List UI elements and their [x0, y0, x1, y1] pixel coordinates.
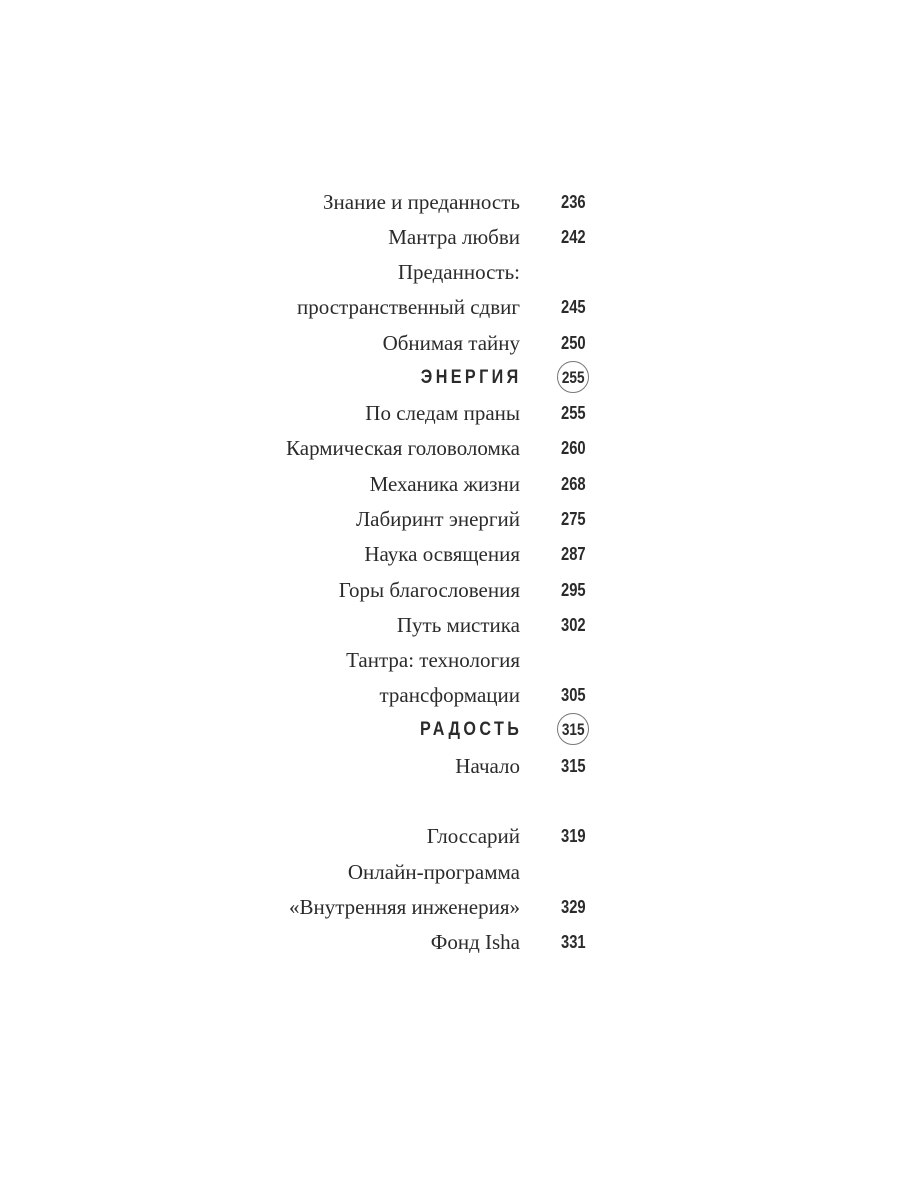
toc-entry-page: 245 [561, 297, 586, 317]
toc-entry-page: 242 [561, 227, 586, 247]
toc-entry-title: Обнимая тайну [382, 331, 520, 355]
toc-entry-title: пространственный сдвиг [296, 295, 520, 319]
toc-entry[interactable] [0, 680, 910, 710]
toc-entry-page: 302 [561, 615, 586, 635]
toc-entry-title: Кармическая головоломка [286, 436, 520, 460]
toc-entry-page: 315 [561, 756, 586, 776]
toc-entry-title: Глоссарий [426, 824, 520, 848]
toc-entry-title: Механика жизни [369, 472, 520, 496]
toc-entry[interactable] [0, 469, 910, 499]
toc-section-page: 315 [561, 720, 585, 739]
toc-section-title: ЭНЕРГИЯ [421, 367, 522, 388]
toc-entry[interactable] [0, 187, 910, 217]
toc-entry-title: «Внутренняя инженерия» [288, 895, 520, 919]
toc-entry-page: 295 [561, 580, 586, 600]
toc-entry[interactable] [0, 927, 910, 957]
toc-entry-title: Онлайн-программа [347, 860, 520, 884]
toc-entry-title: Знание и преданность [323, 190, 520, 214]
toc-entry[interactable] [0, 751, 910, 781]
toc-entry[interactable] [0, 433, 910, 463]
toc-entry[interactable] [0, 504, 910, 534]
toc-entry-page: 250 [561, 333, 586, 353]
toc-entry[interactable] [0, 892, 910, 922]
toc-entry[interactable] [0, 328, 910, 358]
toc-entry-title: По следам праны [365, 401, 520, 425]
toc-entry-title: трансформации [379, 683, 520, 707]
toc-entry[interactable] [0, 821, 910, 851]
toc-entry-page: 287 [561, 544, 586, 564]
toc-entry-page: 260 [561, 438, 586, 458]
toc-entry-title: Тантра: технология [346, 648, 520, 672]
toc-entry-page: 268 [561, 474, 586, 494]
toc-entry[interactable] [0, 645, 910, 675]
toc-entry-title: Лабиринт энергий [355, 507, 520, 531]
toc-entry-page: 255 [561, 403, 586, 423]
toc-entry[interactable] [0, 857, 910, 887]
toc-section-title: РАДОСТЬ [419, 719, 522, 740]
toc-entry-page: 319 [561, 826, 586, 846]
toc-section-page: 255 [561, 368, 585, 387]
toc-entry-title: Преданность: [397, 260, 520, 284]
toc-entry[interactable] [0, 222, 910, 252]
toc-entry-page: 305 [561, 685, 586, 705]
toc-entry[interactable] [0, 575, 910, 605]
toc-section[interactable] [0, 715, 910, 745]
toc-entry-title: Мантра любви [388, 225, 520, 249]
toc-entry-page: 275 [561, 509, 586, 529]
toc-entry-title: Фонд Isha [430, 930, 520, 954]
toc-entry-title: Наука освящения [364, 542, 520, 566]
toc-entry-page: 329 [561, 897, 586, 917]
toc-entry[interactable] [0, 257, 910, 287]
toc-entry[interactable] [0, 292, 910, 322]
toc-entry-title: Начало [455, 754, 520, 778]
toc-entry[interactable] [0, 610, 910, 640]
toc-entry-page: 331 [561, 932, 586, 952]
toc-entry-page: 236 [561, 192, 586, 212]
toc-section[interactable] [0, 363, 910, 393]
toc-entry[interactable] [0, 398, 910, 428]
toc-entry[interactable] [0, 539, 910, 569]
toc-entry-title: Путь мистика [396, 613, 520, 637]
toc-entry-title: Горы благословения [338, 578, 520, 602]
